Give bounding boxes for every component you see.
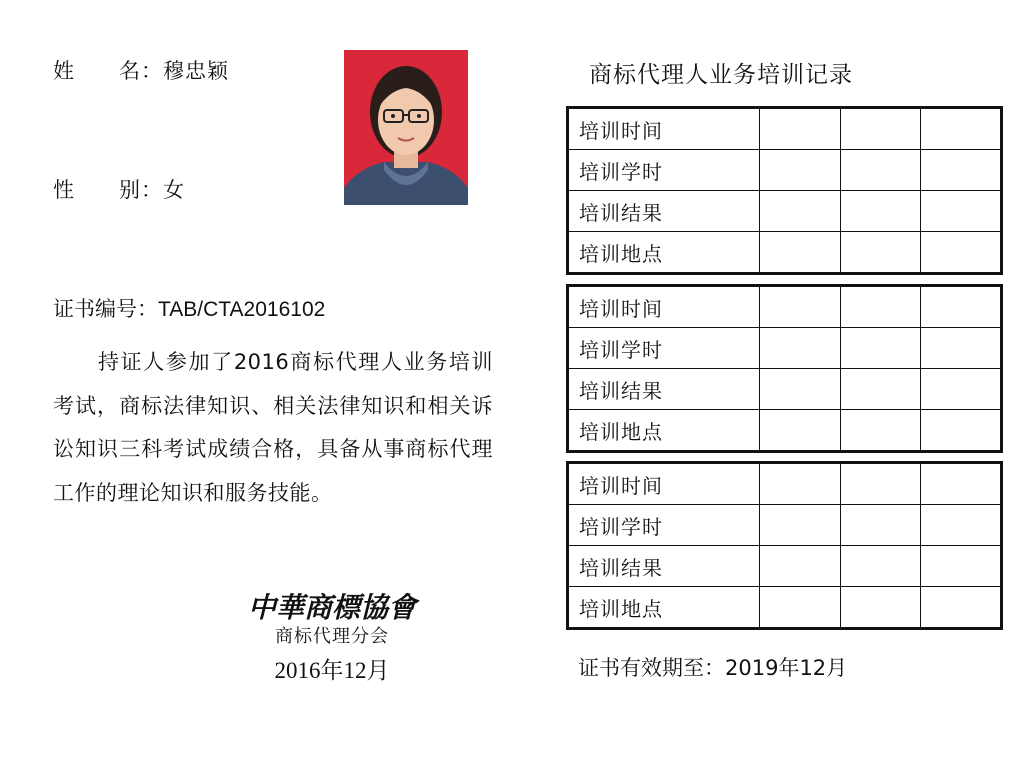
training-record-title: 商标代理人业务培训记录 bbox=[589, 62, 853, 88]
row-label: 培训时间 bbox=[568, 286, 760, 328]
training-record-table-2 bbox=[566, 284, 1003, 453]
table-cell bbox=[840, 410, 921, 452]
table-cell bbox=[921, 328, 1002, 369]
validity-value: 2019年12月 bbox=[725, 656, 848, 680]
table-cell bbox=[921, 546, 1002, 587]
gender-value: 女 bbox=[163, 178, 185, 202]
row-label: 培训结果 bbox=[568, 546, 760, 587]
portrait-image bbox=[344, 50, 468, 205]
table-cell bbox=[840, 232, 921, 274]
table-cell bbox=[921, 369, 1002, 410]
row-label: 培训时间 bbox=[568, 463, 760, 505]
table-cell bbox=[840, 587, 921, 629]
association-logo-text: 中華商標協會 bbox=[247, 591, 417, 624]
certificate-statement: 持证人参加了2016商标代理人业务培训考试，商标法律知识、相关法律知识和相关诉讼知识三科考试成绩合格，具备从事商标代理工作的理论知识和服务技能。 bbox=[53, 350, 493, 505]
table-cell bbox=[840, 150, 921, 191]
certificate-number-label: 证书编号： bbox=[53, 297, 158, 321]
table-cell bbox=[760, 546, 841, 587]
row-label: 培训结果 bbox=[568, 191, 760, 232]
table-row bbox=[568, 546, 1002, 587]
issuer-name: 商标代理分会 bbox=[275, 626, 389, 647]
table-cell bbox=[921, 286, 1002, 328]
validity-label: 证书有效期至： bbox=[578, 656, 725, 680]
name-value: 穆忠颖 bbox=[163, 59, 229, 83]
row-label: 培训地点 bbox=[568, 410, 760, 452]
table-cell bbox=[760, 232, 841, 274]
name-label-2: 名： bbox=[119, 59, 163, 83]
table-cell bbox=[921, 410, 1002, 452]
table-cell bbox=[840, 463, 921, 505]
table-row bbox=[568, 108, 1002, 150]
row-label: 培训学时 bbox=[568, 150, 760, 191]
row-label: 培训地点 bbox=[568, 232, 760, 274]
issue-date: 2016年12月 bbox=[274, 658, 390, 683]
table-cell bbox=[921, 505, 1002, 546]
table-cell bbox=[760, 463, 841, 505]
row-label: 培训时间 bbox=[568, 108, 760, 150]
table-row bbox=[568, 587, 1002, 629]
row-label: 培训学时 bbox=[568, 505, 760, 546]
table-cell bbox=[840, 369, 921, 410]
row-label: 培训结果 bbox=[568, 369, 760, 410]
table-cell bbox=[760, 108, 841, 150]
table-row bbox=[568, 410, 1002, 452]
table-cell bbox=[840, 328, 921, 369]
gender-field bbox=[53, 174, 185, 204]
name-field bbox=[53, 55, 229, 85]
table-cell bbox=[760, 410, 841, 452]
gender-label-2: 别： bbox=[119, 178, 163, 202]
table-row bbox=[568, 463, 1002, 505]
training-record-table-1 bbox=[566, 106, 1003, 275]
table-cell bbox=[760, 150, 841, 191]
table-cell bbox=[840, 546, 921, 587]
table-cell bbox=[840, 108, 921, 150]
table-row bbox=[568, 286, 1002, 328]
table-cell bbox=[760, 286, 841, 328]
table-cell bbox=[840, 505, 921, 546]
id-photo bbox=[344, 50, 468, 205]
training-record-table-3 bbox=[566, 461, 1003, 630]
validity-date bbox=[578, 652, 847, 682]
table-cell bbox=[760, 587, 841, 629]
table-row bbox=[568, 232, 1002, 274]
table-cell bbox=[921, 587, 1002, 629]
table-cell bbox=[760, 191, 841, 232]
gender-label-1: 性 bbox=[53, 178, 75, 202]
row-label: 培训地点 bbox=[568, 587, 760, 629]
table-cell bbox=[760, 369, 841, 410]
table-cell bbox=[921, 232, 1002, 274]
table-cell bbox=[840, 191, 921, 232]
table-cell bbox=[921, 463, 1002, 505]
association-logo-image bbox=[232, 585, 432, 625]
table-cell bbox=[760, 505, 841, 546]
table-cell bbox=[921, 108, 1002, 150]
table-row bbox=[568, 505, 1002, 546]
table-row bbox=[568, 191, 1002, 232]
association-logo bbox=[232, 585, 432, 625]
table-row bbox=[568, 328, 1002, 369]
table-row bbox=[568, 369, 1002, 410]
table-cell bbox=[921, 191, 1002, 232]
name-label-1: 姓 bbox=[53, 59, 75, 83]
certificate-number-value: TAB/CTA2016102 bbox=[158, 298, 326, 321]
row-label: 培训学时 bbox=[568, 328, 760, 369]
certificate-number bbox=[53, 293, 325, 323]
table-cell bbox=[921, 150, 1002, 191]
table-cell bbox=[760, 328, 841, 369]
table-cell bbox=[840, 286, 921, 328]
table-row bbox=[568, 150, 1002, 191]
